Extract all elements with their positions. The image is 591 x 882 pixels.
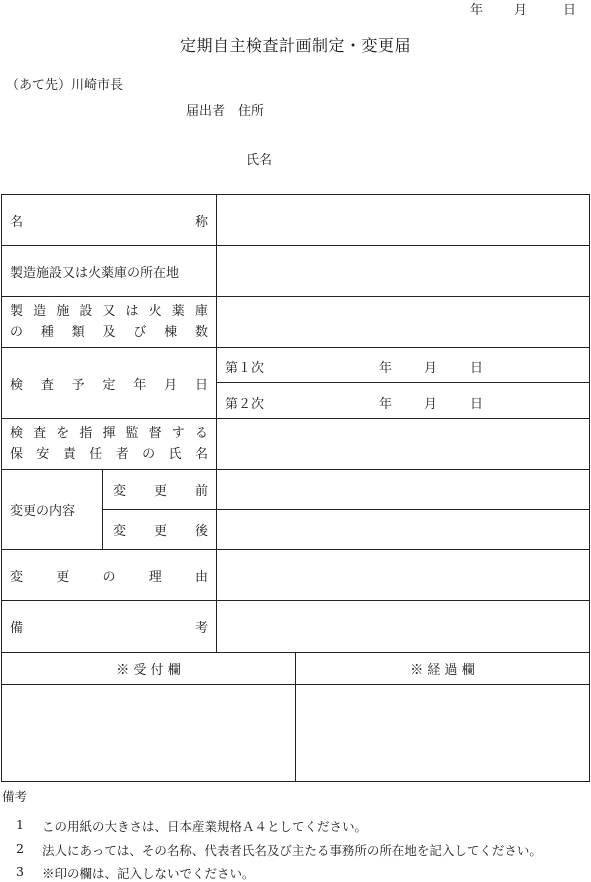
reception-column-header: ※ 受 付 欄 [116, 663, 181, 678]
after-change-label [113, 510, 208, 549]
after-change-field[interactable] [217, 510, 589, 549]
label-char: 前 [194, 484, 208, 499]
facility-type-label [10, 297, 208, 347]
label-char: 火 [148, 304, 162, 319]
label-char: 名 [194, 447, 208, 462]
label-char: 棟 [164, 325, 178, 340]
label-char: 監 [125, 426, 139, 441]
note-number: 2 [16, 841, 24, 856]
label-char: 変 [113, 524, 127, 539]
first-inspection-field[interactable] [217, 348, 589, 382]
change-reason-label [10, 550, 208, 600]
applicant-name-label[interactable]: 氏名 [246, 153, 273, 168]
note-text: この用紙の大きさは、日本産業規格Ａ４としてください。 [42, 819, 368, 834]
first-inspection-label: 第１次 [225, 361, 265, 376]
label-char: の [142, 447, 156, 462]
remarks-label [10, 601, 208, 652]
notification-form [1, 194, 590, 782]
supervisor-label [10, 419, 208, 469]
label-char: 者 [115, 447, 129, 462]
label-char: の [10, 325, 24, 340]
facility-type-line-2 [10, 322, 208, 343]
label-char: 責 [62, 447, 76, 462]
location-field[interactable] [217, 246, 589, 296]
addressee: （あて先）川崎市長 [6, 78, 124, 93]
note-number: 1 [16, 817, 24, 832]
name-field[interactable] [217, 195, 589, 245]
change-reason-field[interactable] [217, 550, 589, 600]
supervisor-line-1 [10, 423, 208, 444]
label-char: 更 [56, 569, 70, 585]
second-day-label: 日 [470, 397, 484, 412]
label-char: 名 [10, 214, 24, 230]
second-month-label: 月 [424, 397, 438, 412]
label-char: す [171, 426, 185, 441]
label-char: 理 [148, 569, 162, 585]
label-char: 造 [33, 304, 47, 319]
label-char: 検 [10, 377, 24, 393]
before-change-field[interactable] [217, 470, 589, 509]
label-char: を [56, 426, 70, 441]
second-inspection-label: 第２次 [225, 397, 265, 412]
label-char: 類 [71, 325, 85, 340]
label-char: 変 [113, 484, 127, 499]
label-char: 後 [194, 524, 208, 539]
second-inspection-field[interactable] [217, 383, 589, 418]
label-char: 保 [10, 447, 24, 462]
label-char: 予 [71, 377, 85, 393]
label-char: は [125, 304, 139, 319]
facility-type-line-1 [10, 301, 208, 322]
date-day-label: 日 [563, 3, 577, 18]
first-month-label: 月 [424, 361, 438, 376]
label-char: 設 [79, 304, 93, 319]
first-day-label: 日 [470, 361, 484, 376]
label-char: 任 [89, 447, 103, 462]
reception-field [2, 685, 295, 781]
label-char: 氏 [168, 447, 182, 462]
label-char: の [102, 569, 116, 585]
note-text: ※印の欄は、記入しないでください。 [42, 866, 255, 881]
location-label: 製造施設又は火薬庫の所在地 [10, 265, 180, 281]
before-change-label [113, 470, 208, 509]
date-line [466, 0, 577, 18]
label-char: 査 [40, 377, 54, 393]
label-char: 数 [194, 325, 208, 340]
change-content-label: 変更の内容 [10, 504, 76, 519]
label-char: 日 [194, 377, 208, 393]
label-char: 検 [10, 426, 24, 441]
label-char: 督 [148, 426, 162, 441]
label-char: 査 [33, 426, 47, 441]
notes-heading: 備考 [2, 789, 28, 804]
label-char: 安 [36, 447, 50, 462]
label-char: 更 [153, 484, 167, 499]
name-label [10, 195, 208, 245]
label-char: 又 [102, 304, 116, 319]
form-border-right [589, 194, 590, 782]
first-year-label: 年 [379, 361, 393, 376]
label-char: 考 [194, 621, 208, 636]
progress-column-header: ※ 経 過 欄 [410, 663, 475, 678]
date-year-label: 年 [470, 3, 484, 18]
label-char: 年 [133, 377, 147, 393]
facility-type-field[interactable] [217, 297, 589, 347]
label-char: 称 [194, 214, 208, 230]
label-char: 及 [102, 325, 116, 340]
label-char: 備 [10, 621, 24, 636]
label-char: 由 [194, 569, 208, 585]
label-char: 種 [40, 325, 54, 340]
label-char: 変 [10, 569, 24, 585]
supervisor-line-2 [10, 444, 208, 465]
label-char: 製 [10, 304, 24, 319]
label-char: る [194, 426, 208, 441]
progress-field [296, 685, 589, 781]
remarks-field[interactable] [217, 601, 589, 652]
note-number: 3 [16, 864, 24, 879]
date-month-label: 月 [514, 3, 528, 18]
second-year-label: 年 [379, 397, 393, 412]
label-char: び [133, 325, 147, 340]
label-char: 定 [102, 377, 116, 393]
schedule-label [10, 348, 208, 418]
supervisor-field[interactable] [217, 419, 589, 469]
label-char: 施 [56, 304, 70, 319]
page-title: 定期自主検査計画制定・変更届 [179, 36, 411, 55]
note-text: 法人にあっては、その名称、代表者氏名及び主たる事務所の所在地を記入してください。 [42, 843, 542, 858]
label-char: 揮 [102, 426, 116, 441]
label-char: 庫 [194, 304, 208, 319]
label-char: 月 [164, 377, 178, 393]
label-char: 薬 [171, 304, 185, 319]
label-char: 更 [153, 524, 167, 539]
label-char: 指 [79, 426, 93, 441]
applicant-address-label[interactable]: 届出者 住所 [186, 104, 265, 119]
